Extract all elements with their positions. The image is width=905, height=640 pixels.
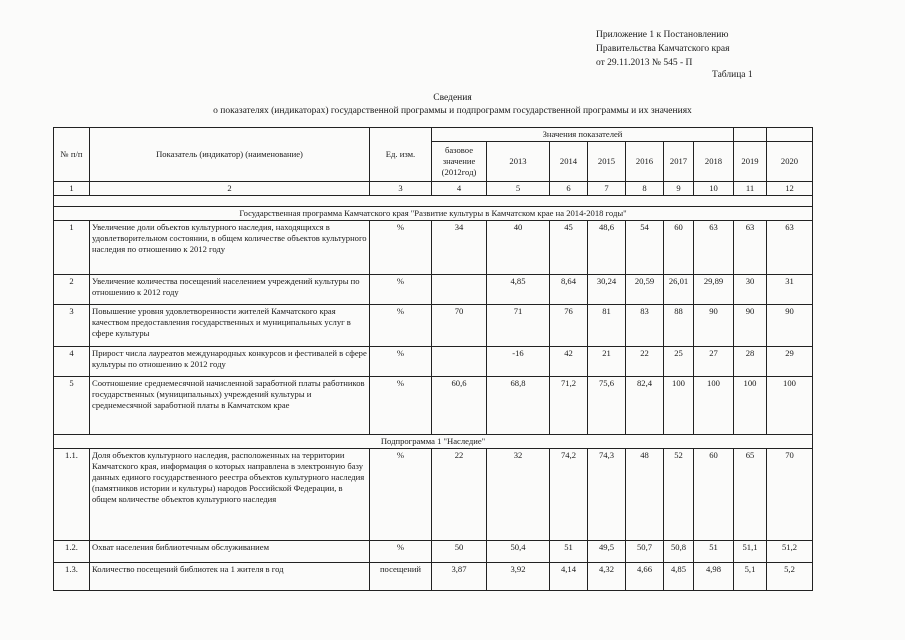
- document-header: [596, 28, 729, 70]
- document-title: [0, 92, 905, 118]
- year-value: 81: [588, 305, 626, 347]
- col-number: 3: [370, 182, 432, 196]
- table-row: [54, 449, 813, 541]
- year-value: 51: [694, 541, 734, 563]
- year-value: 31: [767, 275, 813, 305]
- title-line-2: о показателях (индикаторах) государственной программы и подпрограмм государственной программы и их значениях: [213, 106, 692, 116]
- year-value: 50,7: [626, 541, 664, 563]
- year-value: 63: [694, 221, 734, 275]
- spacer-row: [54, 196, 813, 207]
- indicator-name: Увеличение количества посещений населением учреждений культуры по отношению к 2012 году: [90, 275, 370, 305]
- col-header-base: базовое значение (2012год): [432, 142, 487, 182]
- year-value: 51,2: [767, 541, 813, 563]
- year-value: 21: [588, 347, 626, 377]
- col-header-blank-1: [734, 128, 767, 142]
- row-number: 1.3.: [54, 563, 90, 591]
- col-number: 7: [588, 182, 626, 196]
- table-row: [54, 275, 813, 305]
- subprogram-title: Подпрограмма 1 "Наследие": [54, 435, 813, 449]
- year-value: 76: [550, 305, 588, 347]
- year-value: 70: [767, 449, 813, 541]
- year-value: 22: [626, 347, 664, 377]
- row-number: 1.2.: [54, 541, 90, 563]
- year-value: 74,3: [588, 449, 626, 541]
- base-value: 60,6: [432, 377, 487, 435]
- program-title: Государственная программа Камчатского края "Развитие культуры в Камчатском крае на 2014-2018 годы": [54, 207, 813, 221]
- year-value: 5,2: [767, 563, 813, 591]
- col-number: 12: [767, 182, 813, 196]
- base-value: 70: [432, 305, 487, 347]
- unit: %: [370, 275, 432, 305]
- indicator-name: Доля объектов культурного наследия, расположенных на территории Камчатского края, информация о которых направлена в электронную базу данных единого государственного реестра объектов культурного наследия (памятников истории и культуры) народов Российской Федерации, в общем количестве объектов культурного наследия: [90, 449, 370, 541]
- year-value: 32: [487, 449, 550, 541]
- col-header-year: 2015: [588, 142, 626, 182]
- year-value: 4,32: [588, 563, 626, 591]
- year-value: 63: [767, 221, 813, 275]
- year-value: 71: [487, 305, 550, 347]
- year-value: -16: [487, 347, 550, 377]
- header-line-1: Приложение 1 к Постановлению: [596, 30, 729, 40]
- year-value: 42: [550, 347, 588, 377]
- col-number: 8: [626, 182, 664, 196]
- year-value: 50,8: [664, 541, 694, 563]
- year-value: 48: [626, 449, 664, 541]
- unit: %: [370, 221, 432, 275]
- col-number: 6: [550, 182, 588, 196]
- year-value: 4,14: [550, 563, 588, 591]
- row-number: 5: [54, 377, 90, 435]
- title-line-1: Сведения: [433, 93, 472, 103]
- year-value: 83: [626, 305, 664, 347]
- year-value: 27: [694, 347, 734, 377]
- base-value: [432, 347, 487, 377]
- col-number: 10: [694, 182, 734, 196]
- year-value: 49,5: [588, 541, 626, 563]
- table-row: [54, 563, 813, 591]
- col-number: 5: [487, 182, 550, 196]
- base-value: 3,87: [432, 563, 487, 591]
- indicator-name: Соотношение среднемесячной начисленной заработной платы работников государственных (муниципальных) учреждений культуры и среднемесячной заработной платы в Камчатском крае: [90, 377, 370, 435]
- year-value: 71,2: [550, 377, 588, 435]
- year-value: 25: [664, 347, 694, 377]
- year-value: 29,89: [694, 275, 734, 305]
- year-value: 68,8: [487, 377, 550, 435]
- year-value: 29: [767, 347, 813, 377]
- col-header-unit: Ед. изм.: [370, 128, 432, 182]
- year-value: 65: [734, 449, 767, 541]
- year-value: 45: [550, 221, 588, 275]
- base-value: 22: [432, 449, 487, 541]
- year-value: 60: [694, 449, 734, 541]
- year-value: 50,4: [487, 541, 550, 563]
- year-value: 40: [487, 221, 550, 275]
- year-value: 63: [734, 221, 767, 275]
- year-value: 4,85: [664, 563, 694, 591]
- year-value: 28: [734, 347, 767, 377]
- table-row: [54, 221, 813, 275]
- year-value: 90: [694, 305, 734, 347]
- year-value: 8,64: [550, 275, 588, 305]
- year-value: 60: [664, 221, 694, 275]
- row-number: 1: [54, 221, 90, 275]
- col-header-year: 2018: [694, 142, 734, 182]
- row-number: 2: [54, 275, 90, 305]
- year-value: 75,6: [588, 377, 626, 435]
- year-value: 82,4: [626, 377, 664, 435]
- base-value: 34: [432, 221, 487, 275]
- year-value: 48,6: [588, 221, 626, 275]
- year-value: 52: [664, 449, 694, 541]
- row-number: 3: [54, 305, 90, 347]
- table-label: Таблица 1: [712, 70, 753, 80]
- year-value: 100: [664, 377, 694, 435]
- year-value: 30: [734, 275, 767, 305]
- table-row: [54, 305, 813, 347]
- unit: %: [370, 347, 432, 377]
- indicator-name: Количество посещений библиотек на 1 жителя в год: [90, 563, 370, 591]
- year-value: 54: [626, 221, 664, 275]
- col-header-no: № п/п: [54, 128, 90, 182]
- base-value: [432, 275, 487, 305]
- year-value: 26,01: [664, 275, 694, 305]
- indicator-name: Повышение уровня удовлетворенности жителей Камчатского края качеством предоставления государственных и муниципальных услуг в сфере культуры: [90, 305, 370, 347]
- table-row: [54, 377, 813, 435]
- col-header-year: 2016: [626, 142, 664, 182]
- col-header-values-group: Значения показателей: [432, 128, 734, 142]
- col-number: 9: [664, 182, 694, 196]
- col-header-year: 2014: [550, 142, 588, 182]
- year-value: 90: [734, 305, 767, 347]
- year-value: 74,2: [550, 449, 588, 541]
- row-number: 1.1.: [54, 449, 90, 541]
- year-value: 20,59: [626, 275, 664, 305]
- col-number: 11: [734, 182, 767, 196]
- col-header-year: 2020: [767, 142, 813, 182]
- year-value: 100: [734, 377, 767, 435]
- col-header-indicator: Показатель (индикатор) (наименование): [90, 128, 370, 182]
- col-header-year: 2017: [664, 142, 694, 182]
- col-number: 1: [54, 182, 90, 196]
- year-value: 100: [767, 377, 813, 435]
- unit: %: [370, 449, 432, 541]
- unit: %: [370, 377, 432, 435]
- year-value: 100: [694, 377, 734, 435]
- unit: %: [370, 305, 432, 347]
- indicator-name: Увеличение доли объектов культурного наследия, находящихся в удовлетворительном состоянии, в общем количестве объектов культурного наследия по отношению к 2012 году: [90, 221, 370, 275]
- year-value: 4,85: [487, 275, 550, 305]
- indicators-table: [53, 127, 813, 591]
- year-value: 88: [664, 305, 694, 347]
- year-value: 51,1: [734, 541, 767, 563]
- unit: посещений: [370, 563, 432, 591]
- table-row: [54, 347, 813, 377]
- year-value: 4,66: [626, 563, 664, 591]
- year-value: 5,1: [734, 563, 767, 591]
- year-value: 3,92: [487, 563, 550, 591]
- col-header-year: 2013: [487, 142, 550, 182]
- header-line-2: Правительства Камчатского края: [596, 44, 730, 54]
- table-row: [54, 541, 813, 563]
- col-header-blank-2: [767, 128, 813, 142]
- year-value: 4,98: [694, 563, 734, 591]
- unit: %: [370, 541, 432, 563]
- year-value: 90: [767, 305, 813, 347]
- year-value: 30,24: [588, 275, 626, 305]
- base-value: 50: [432, 541, 487, 563]
- indicator-name: Охват населения библиотечным обслуживанием: [90, 541, 370, 563]
- col-header-year: 2019: [734, 142, 767, 182]
- row-number: 4: [54, 347, 90, 377]
- indicator-name: Прирост числа лауреатов международных конкурсов и фестивалей в сфере культуры по отношению к 2012 году: [90, 347, 370, 377]
- header-line-3: от 29.11.2013 № 545 - П: [596, 58, 693, 68]
- col-number: 4: [432, 182, 487, 196]
- col-number: 2: [90, 182, 370, 196]
- year-value: 51: [550, 541, 588, 563]
